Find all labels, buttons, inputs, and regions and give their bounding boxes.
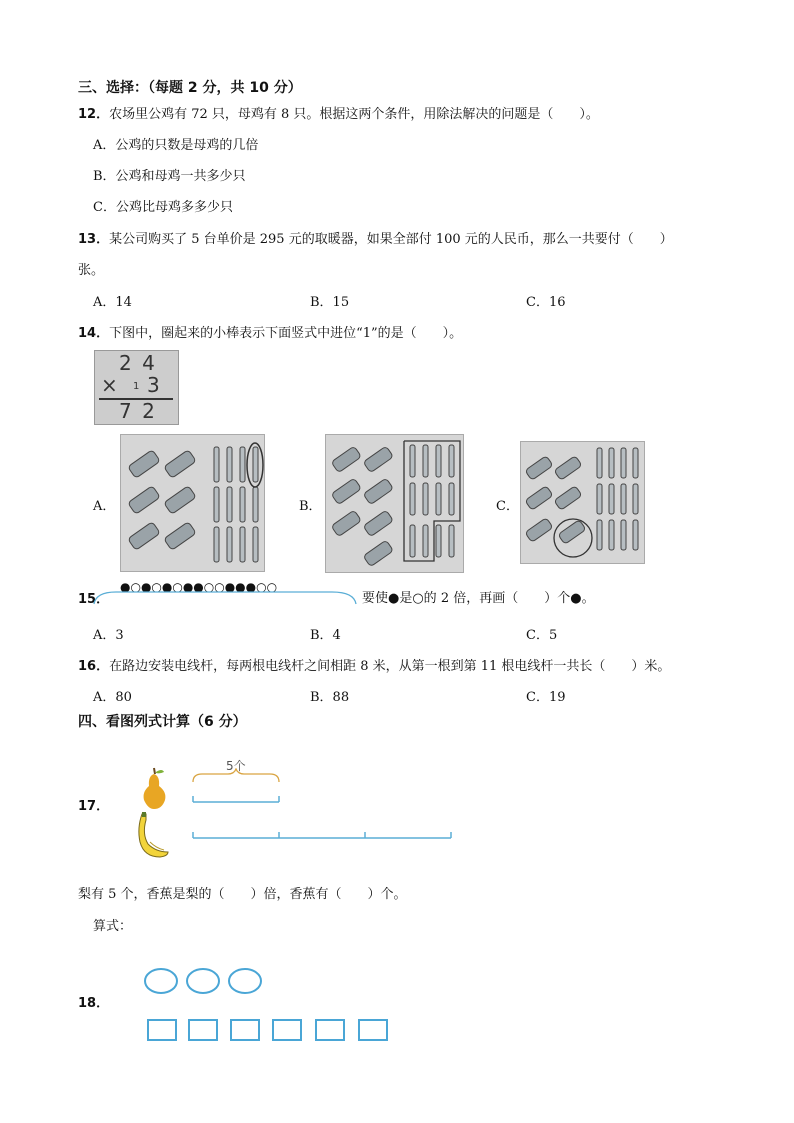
q16-option-b[interactable]: B．88 (310, 690, 350, 705)
q16 (78, 655, 670, 674)
q12-option-c[interactable]: C．公鸡比母鸡多多少只 (93, 200, 233, 215)
section3-title: 三、选择：（每题 2 分，共 10 分） (78, 80, 302, 96)
option-a-sticks-image (120, 434, 265, 572)
q13-number: 13． (78, 232, 110, 247)
q13-option-b[interactable]: B．15 (310, 295, 350, 310)
q15-option-c[interactable]: C．5 (526, 628, 558, 643)
q12 (78, 103, 599, 122)
section4-title: 四、看图列式计算（6 分） (78, 714, 247, 730)
q12-number: 12． (78, 107, 110, 122)
option-b-sticks-image (325, 434, 464, 573)
q13-text: 某公司购买了 5 台单价是 295 元的取暖器，如果全部付 100 元的人民币，那么一共要付（ ） (109, 232, 673, 247)
q16-number: 16． (78, 659, 110, 674)
q18-circle (229, 969, 261, 993)
q14-number: 14． (78, 326, 110, 341)
q14-option-c[interactable]: C． (496, 499, 519, 514)
q15-number: 15． (78, 592, 110, 607)
q13 (78, 228, 673, 247)
pear-icon (138, 764, 170, 810)
q16-option-c[interactable]: C．19 (526, 690, 566, 705)
q17-number: 17． (78, 799, 110, 814)
q18-circle (187, 969, 219, 993)
q14-option-b[interactable]: B． (299, 499, 322, 514)
option-c-sticks-image (520, 441, 645, 564)
q18-square (359, 1020, 387, 1040)
q16-option-a[interactable]: A．80 (93, 690, 132, 705)
q18-diagram (140, 965, 400, 1045)
q18-square (189, 1020, 217, 1040)
vertical-calc-image (94, 350, 179, 425)
q15-dots: ●○●○●○●●○○●●●○○ (120, 580, 278, 594)
q12-option-a[interactable]: A．公鸡的只数是母鸡的几倍 (93, 138, 259, 153)
q14-option-a[interactable]: A． (93, 499, 116, 514)
calc-result: 7 2 (119, 399, 157, 423)
q17-text: 梨有 5 个，香蕉是梨的（ ）倍，香蕉有（ ）个。 (78, 887, 407, 902)
q13-text-continued: 张。 (78, 263, 105, 278)
q13-option-a[interactable]: A．14 (93, 295, 132, 310)
q12-text: 农场里公鸡有 72 只，母鸡有 8 只。根据这两个条件，用除法解决的问题是（ ）。 (109, 107, 599, 122)
q18-circle (145, 969, 177, 993)
q16-text: 在路边安装电线杆，每两根电线杆之间相距 8 米，从第一根到第 11 根电线杆一共长（ ）米。 (109, 659, 671, 674)
q14-text: 下图中，圈起来的小棒表示下面竖式中进位“1”的是（ ）。 (109, 326, 463, 341)
q18-square (231, 1020, 259, 1040)
q13-option-c[interactable]: C．16 (526, 295, 566, 310)
q12-option-b[interactable]: B．公鸡和母鸡一共多少只 (93, 169, 246, 184)
q18-number: 18． (78, 996, 110, 1011)
calc-carry: 1 (133, 381, 140, 392)
q15-text: 要使●是○的 2 倍，再画（ ）个●。 (362, 591, 595, 606)
q18-square (273, 1020, 301, 1040)
q18-square (148, 1020, 176, 1040)
q17-number-wrap (78, 795, 109, 814)
q17-brace-label: 5个 (226, 759, 246, 773)
calc-row2: 3 (147, 373, 160, 397)
banana-icon (134, 812, 172, 858)
q15-option-b[interactable]: B．4 (310, 628, 341, 643)
q15-brace (92, 586, 358, 606)
q17-formula-label: 算式： (93, 919, 133, 934)
calc-operator: × (101, 373, 118, 397)
q17-diagram (190, 768, 456, 842)
calc-row1: 2 4 (119, 351, 157, 375)
q14 (78, 322, 462, 341)
q18-number-wrap (78, 992, 109, 1011)
q15-option-a[interactable]: A．3 (93, 628, 124, 643)
q18-square (316, 1020, 344, 1040)
